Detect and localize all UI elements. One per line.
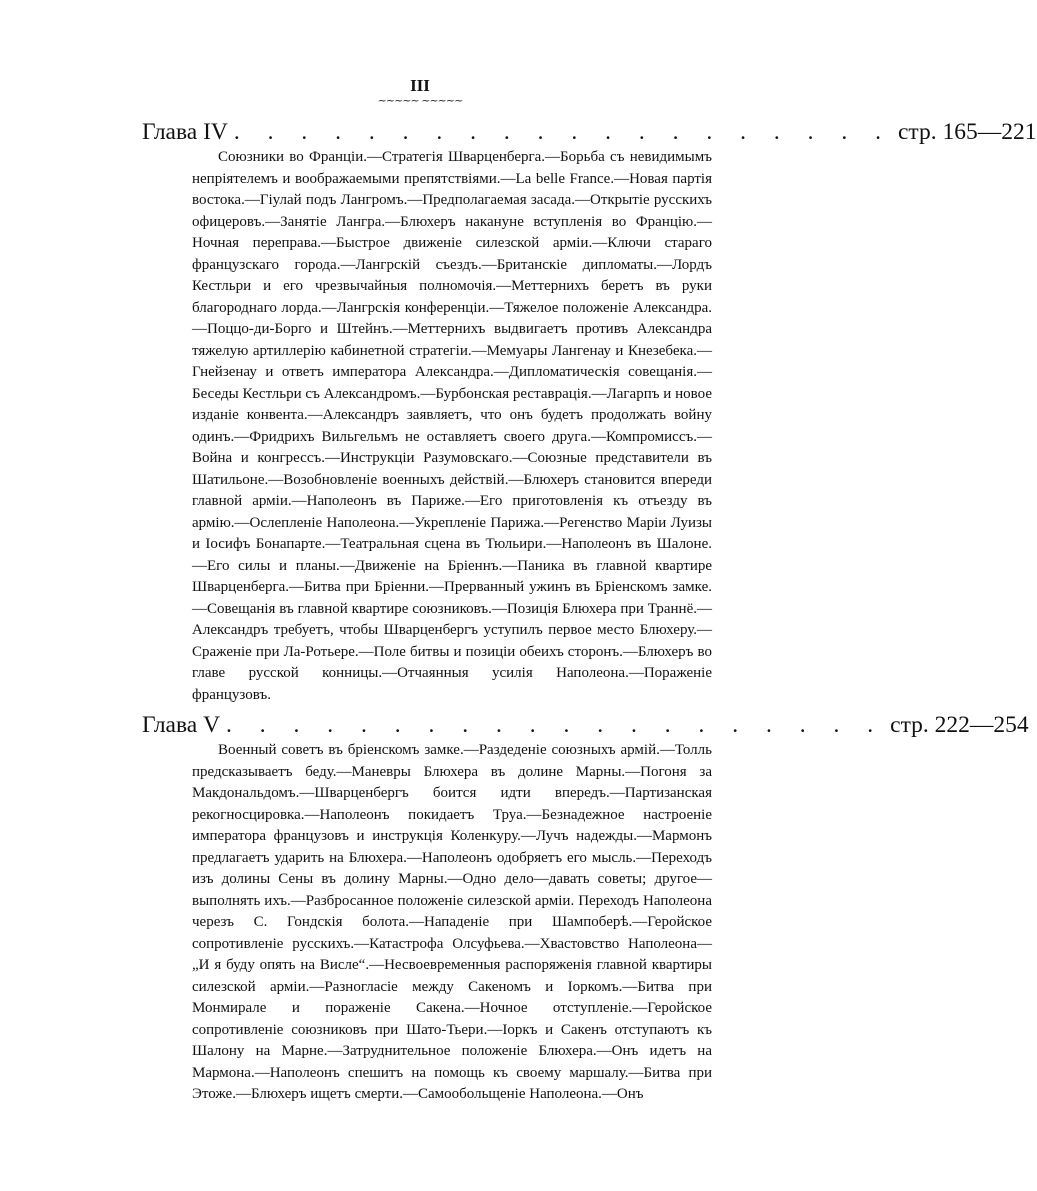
chapter-title: Глава IV (142, 119, 228, 145)
chapter-page-range: стр. 165—221 (898, 119, 1037, 145)
chapter-page-range: стр. 222—254 (890, 712, 1029, 738)
chapter-summary-v: Военный советъ въ бріенскомъ замке.—Раздеденіе союзныхъ армій.—Толль предсказываетъ беду.—Маневры Блюхера въ долине Марны.—Погоня за Макдональдомъ.—Шварценбергъ боится идти впередъ.—Партизанская рекогносцировка.—Наполеонъ покидаетъ Труа.—Безнадежное настроеніе императора французовъ и инструкція Коленкуру.—Лучъ надежды.—Мармонъ предлагаетъ ударить на Блюхера.—Наполеонъ одобряетъ его мысль.—Переходъ изъ долины Сены въ долину Марны.—Одно дело—давать советы; другое—выполнять ихъ.—Разбросанное положеніе силезской арміи. Переходъ Наполеона черезъ С. Гондскія болота.—Нападеніе при Шампоберѣ.—Геройское сопротивленіе русскихъ.—Катастрофа Олсуфьева.—Хвастовство Наполеона—„И я буду опять на Висле“.—Несвоевременныя распоряженія главной квартиры силезской арміи.—Разногласіе между Сакеномъ и Іоркомъ.—Битва при Монмирале и пораженіе Сакена.—Ночное отступленіе.—Геройское сопротивленіе союзниковъ при Шато-Тьери.—Іоркъ и Сакенъ отступаютъ къ Шалону на Марне.—Затруднительное положеніе Блюхера.—Онъ идетъ на Мармона.—Наполеонъ спешитъ на помощь къ своему маршалу.—Битва при Этоже.—Блюхеръ ищетъ смерти.—Самообольщеніе Наполеона.—Онъ (192, 742, 712, 1102)
chapter-title: Глава V (142, 712, 221, 738)
chapter-heading-v (142, 712, 1029, 738)
chapter-summary-iv: Союзники во Франціи.—Стратегія Шварценберга.—Борьба съ невидимымъ непріятелемъ и воображаемыми препятствіями.—La belle France.—Новая партія востока.—Гіулай подъ Лангромъ.—Предполагаемая засада.—Открытіе русскихъ офицеровъ.—Занятіе Лангра.—Блюхеръ накануне вступленія во Францію.—Ночная переправа.—Быстрое движеніе силезской арміи.—Ключи стараго французскаго города.—Лангрскій съездъ.—Британскіе дипломаты.—Лордъ Кестльри и его чрезвычайныя полномочія.—Меттернихъ беретъ въ руки благороднаго лорда.—Лангрскія конференціи.—Тяжелое положеніе Александра.—Поццо-ди-Борго и Штейнъ.—Меттернихъ выдвигаетъ противъ Александра тяжелую артиллерію кабинетной стратегіи.—Мемуары Лангенау и Кнезебека.—Гнейзенау и ответъ императора Александра.—Дипломатическія совещанія.—Беседы Кестльри съ Александромъ.—Бурбонская реставрація.—Лагарпъ и новое изданіе конвента.—Александръ заявляетъ, что онъ будетъ продолжать войну одинъ.—Фридрихъ Вильгельмъ не оставляетъ своего друга.—Компромиссъ.—Война и конгрессъ.—Инструкціи Разумовскаго.—Союзные представители въ Шатильоне.—Возобновленіе военныхъ действій.—Блюхеръ становится впереди главной арміи.—Наполеонъ въ Париже.—Его приготовленія къ отъезду въ армію.—Ослепленіе Наполеона.—Укрепленіе Парижа.—Регенство Маріи Луизы и Іосифъ Бонапарте.—Театральная сцена въ Тюльири.—Наполеонъ въ Шалоне.—Его силы и планы.—Движеніе на Бріеннъ.—Паника въ главной квартире Шварценберга.—Битва при Бріенни.—Прерванный ужинъ въ Бріенскомъ замке.—Совещанія въ главной квартире союзниковъ.—Позиція Блюхера при Траннё.—Александръ требуетъ, чтобы Шварценбергъ уступилъ первое место Блюхеру.—Сраженіе при Ла-Ротьере.—Поле битвы и позиціи обеихъ сторонъ.—Блюхеръ во главе русской конницы.—Отчаянныя усилія Наполеона.—Пораженіе французовъ. (192, 149, 712, 703)
leader-dots: . . . . . . . . . . . . . . . . . . . . (226, 712, 885, 738)
page-number: III (410, 76, 430, 95)
chapter-heading-iv (142, 119, 1037, 145)
leader-dots: . . . . . . . . . . . . . . . . . . . . (233, 119, 892, 145)
wavy-ornament: ~~~~~ ~~~~~ (377, 94, 463, 107)
